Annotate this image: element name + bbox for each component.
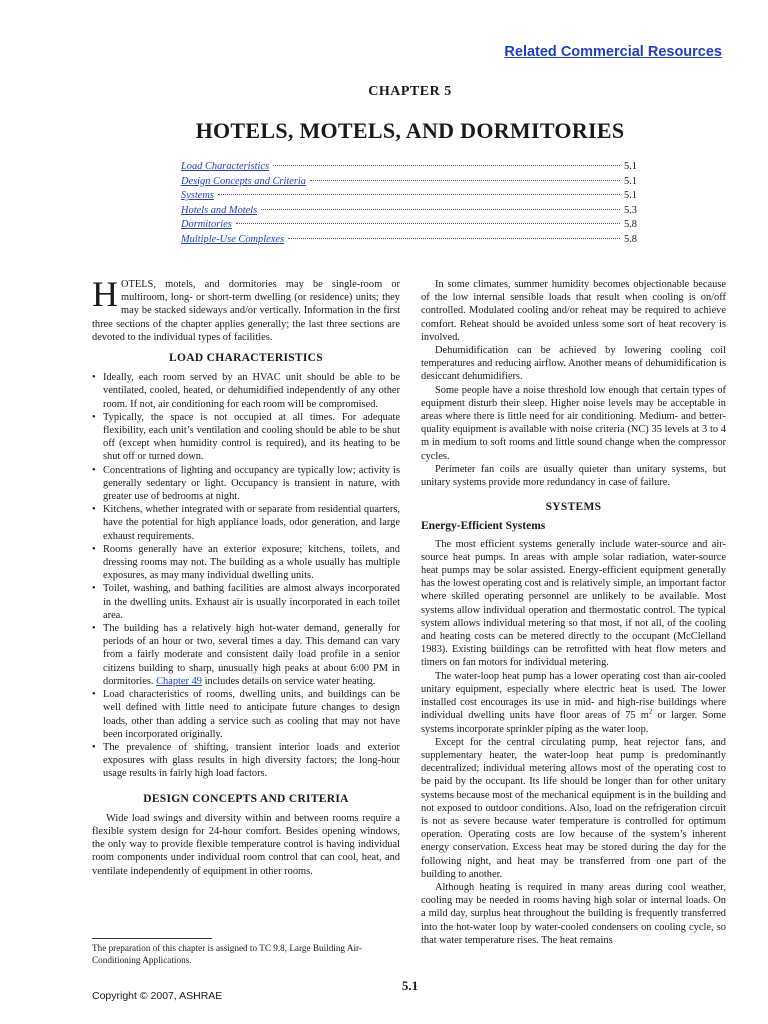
paragraph: Although heating is required in many areas during cool weather, cooling may be needed in rooms having high solar or internal loads. On a mild day, surplus heat throughout the building is frequently transferred into the hot-water loop by water-cooled condensers on cooling cycle, so that water temperature rises. The heat remains: [421, 881, 726, 946]
intro-paragraph: [92, 274, 400, 344]
paragraph: Except for the central circulating pump, heat rejector fans, and supplementary heater, the water-loop heat pump is predominantly decentralized; individual metering allows most of the operating cost to be paid by the occupant. Its life should be longer than for other unitary systems because most of the mechanical equipment is in the building and not exposed to outdoor conditions. Also, load on the refrigeration circuit is not as severe because water temperature is controlled for optimum operation. Operating costs are low because of the system’s inherent energy conservation. Excess heat may be stored during the day for the following night, and heat may be transferred from one part of the building to another.: [421, 736, 726, 880]
toc-link-systems[interactable]: Systems: [181, 190, 214, 202]
paragraph: Some people have a noise threshold low enough that certain types of equipment disturb their sleep. Higher noise levels may be acceptable in areas where there is little need for air conditioning. Medium- and better-quality equipment is available with noise criteria (NC) 35 levels at 3 to 4 m in medium to soft rooms and little sound change when the compressor cycles.: [421, 384, 726, 462]
toc-page-number: 5.3: [624, 204, 637, 216]
right-column: [421, 278, 726, 947]
footnote: The preparation of this chapter is assigned to TC 9.8, Large Building Air-Conditioning Applications.: [92, 943, 362, 965]
list-item: • Kitchens, whether integrated with or separate from residential quarters, have the potential for high appliance loads, odor generation, and large exhaust requirements.: [92, 504, 400, 542]
paragraph: Dehumidification can be achieved by lowering cooling coil temperatures and reducing airflow. Another means of dehumidification is desiccant dehumidifiers.: [421, 345, 726, 383]
section-heading-systems: SYSTEMS: [545, 501, 602, 514]
toc-leader: [236, 223, 620, 224]
chapter-title: HOTELS, MOTELS, AND DORMITORIES: [195, 118, 625, 143]
toc-row: [181, 219, 637, 234]
toc-row: [181, 205, 637, 220]
paragraph: In some climates, summer humidity becomes objectionable because of the low internal sensible loads that result when cooling is on/off controlled. Modulated cooling and/or reheat may be required to achieve comfort. Reheat should be avoided unless some sort of heat recovery is involved.: [421, 279, 726, 343]
toc-row: [181, 161, 637, 176]
toc-leader: [218, 194, 620, 195]
intro-text: OTELS, motels, and dormitories may be single-room or multiroom, long- or short-term dwelling (or residence) units; they may be stacked sideways and/or vertically. Information in the first three sections of the chapter applies generally; the last three sections are devoted to the individual types of facilities.: [92, 279, 400, 343]
paragraph: The most efficient systems generally include water-source and air-source heat pumps. In areas with ample solar radiation, water-source heat pumps may be solar assisted. Energy-efficient equipment generally has the lowest operating cost and is relatively simple, an important factor where skilled operating personnel are unlikely to be available. Most systems allow individual operation and thermostatic control. The typical system allows individual metering so that most, if not all, of the cooling and heating costs can be metered directly to the occupant (McClelland 1983). Existing buildings can be retrofitted with heat flow meters and timers on fan motors for individual metering.: [421, 538, 726, 669]
list-item: • Load characteristics of rooms, dwelling units, and buildings can be well defined with little need to anticipate future changes to design loads, other than adding a service such as cooling that may not have been incorporated originally.: [92, 689, 400, 740]
chapter-49-link[interactable]: Chapter 49: [156, 675, 202, 687]
toc-leader: [288, 238, 620, 239]
section-heading-load-characteristics: LOAD CHARACTERISTICS: [169, 352, 323, 365]
section-heading-design-concepts: DESIGN CONCEPTS AND CRITERIA: [143, 792, 349, 805]
table-of-contents: [181, 161, 637, 249]
toc-link-load-characteristics[interactable]: Load Characteristics: [181, 161, 270, 172]
list-item: • Typically, the space is not occupied at all times. For adequate flexibility, each unit’s ventilation and cooling should be able to be shut off (except when humidity control is required), and its heating to be shut off or turned down.: [92, 411, 400, 463]
toc-leader: [310, 180, 620, 181]
list-item: • Concentrations of lighting and occupancy are typically low; activity is generally sedentary or light. Occupancy is transient in nature, with greater use of bedrooms at night.: [92, 464, 400, 503]
toc-link-hotels-and-motels[interactable]: Hotels and Motels: [181, 204, 258, 216]
page-number: 5.1: [401, 978, 419, 993]
toc-link-design-concepts[interactable]: Design Concepts and Criteria: [181, 175, 306, 187]
list-item: • Ideally, each room served by an HVAC unit should be able to be ventilated, cooled, heated, or dehumidified independently of any other room. If not, air conditioning for each room will be compromised.: [92, 372, 400, 410]
drop-cap: H: [92, 274, 118, 314]
toc-page-number: 5.8: [624, 219, 637, 231]
load-characteristics-list: [92, 371, 400, 780]
subsection-heading-energy-efficient: Energy-Efficient Systems: [421, 520, 546, 533]
list-item: • The prevalence of shifting, transient interior loads and exterior exposures with glass results in high diversity factors; the long-hour usage results in fairly high load factors.: [92, 741, 400, 780]
copyright-notice: Copyright © 2007, ASHRAE: [92, 990, 223, 1002]
toc-leader: [273, 165, 620, 166]
left-column: [92, 274, 400, 878]
toc-link-dormitories[interactable]: Dormitories: [181, 219, 232, 231]
list-item: • Rooms generally have an exterior exposure; kitchens, toilets, and dressing rooms may not. The building as a whole usually has multiple exposures, as may many individual dwelling units.: [92, 543, 400, 582]
chapter-number: CHAPTER 5: [368, 84, 452, 99]
list-item: • The building has a relatively high hot-water demand, generally for periods of an hour or two, several times a day. This demand can vary from a fairly moderate and consistent daily load profile in a senior citizens building to sharp, unusually high peaks at about 6:00 PM in dormitories. Chapter 49 includes details on service water heating.: [92, 623, 400, 687]
design-paragraph: Wide load swings and diversity within and between rooms require a flexible system design for 24-hour comfort. Besides opening windows, the only way to provide flexible temperature control is having individual room components under individual room control that can cool, heat, and ventilate independently of equipment in other rooms.: [92, 812, 400, 877]
toc-row: [181, 176, 637, 191]
paragraph: Perimeter fan coils are usually quieter than unitary systems, but unitary systems provide more redundancy in case of failure.: [421, 463, 726, 489]
footnote-divider: [92, 938, 212, 939]
toc-leader: [261, 209, 620, 210]
paragraph: The water-loop heat pump has a lower operating cost than air-cooled unitary equipment, especially where electric heat is used. The lower installed cost encourages its use in mid- and high-rise buildings where individual dwelling units have floor areas of 75 $m^2$ or larger. Some systems incorporate sprinkler piping as the water loop.: [421, 670, 726, 735]
toc-page-number: 5.1: [624, 190, 637, 202]
toc-page-number: 5.8: [624, 233, 637, 245]
toc-row: [181, 234, 637, 249]
toc-page-number: 5.1: [624, 175, 637, 187]
toc-link-multiple-use-complexes[interactable]: Multiple-Use Complexes: [181, 233, 285, 245]
list-item: • Toilet, washing, and bathing facilities are almost always incorporated in the dwelling units. Exhaust air is usually incorporated in each toilet area.: [92, 583, 400, 621]
related-resources-link[interactable]: Related Commercial Resources: [504, 44, 722, 60]
toc-page-number: 5.1: [624, 161, 637, 172]
toc-row: [181, 190, 637, 205]
